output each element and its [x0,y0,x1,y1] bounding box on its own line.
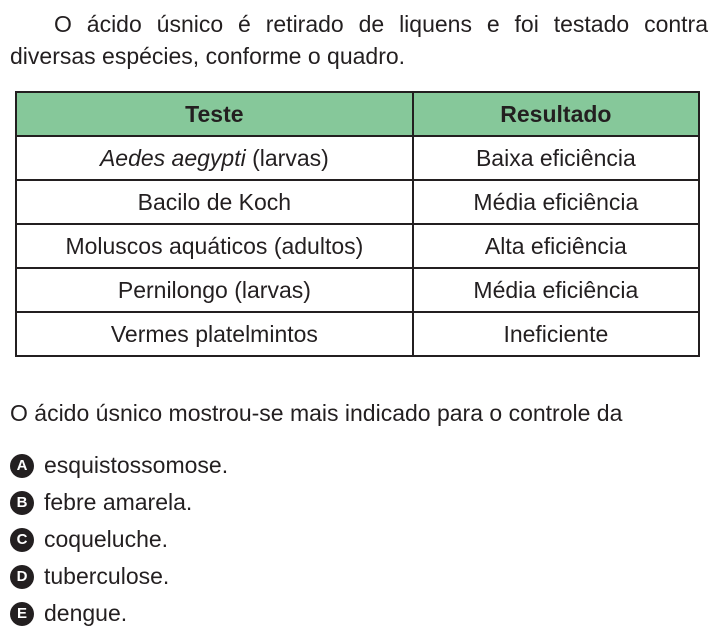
table-row [16,180,699,224]
result-cell: Ineficiente [413,312,699,356]
result-cell: Média eficiência [413,268,699,312]
table-row [16,224,699,268]
table-row [16,268,699,312]
option-letter-badge: B [10,491,34,515]
answer-options [10,447,228,632]
intro-text: O ácido úsnico é retirado de liquens e foi testado contra diversas espécies, conforme o quadro. [10,11,708,69]
option-b[interactable] [10,484,228,521]
test-cell [16,224,413,268]
option-letter-badge: C [10,528,34,552]
option-e[interactable] [10,595,228,632]
result-cell: Alta eficiência [413,224,699,268]
test-cell [16,180,413,224]
table-header-row [16,92,699,136]
test-cell-italic: Aedes aegypti [99,144,246,171]
question-stem: O ácido úsnico mostrou-se mais indicado para o controle da [10,400,623,426]
option-d[interactable] [10,558,228,595]
header-teste: Teste [16,92,413,136]
test-cell-text: Vermes platelmintos [110,320,318,347]
option-text: esquistossomose. [44,452,229,478]
option-c[interactable] [10,521,228,558]
table-row [16,136,699,180]
test-cell-text: Bacilo de Koch [137,188,292,215]
intro-paragraph [10,8,708,72]
option-letter-badge: A [10,454,34,478]
result-cell: Baixa eficiência [413,136,699,180]
option-a[interactable] [10,447,228,484]
test-cell-text: Pernilongo (larvas) [117,276,311,303]
option-letter-badge: D [10,565,34,589]
option-text: febre amarela. [44,489,193,515]
test-cell-text: (larvas) [245,144,329,171]
table-row [16,312,699,356]
results-table [15,91,700,357]
test-cell-text: Moluscos aquáticos (adultos) [65,232,364,259]
option-text: coqueluche. [44,526,169,552]
test-cell [16,312,413,356]
test-cell [16,136,413,180]
result-cell: Média eficiência [413,180,699,224]
test-cell [16,268,413,312]
option-text: tuberculose. [44,563,170,589]
header-resultado: Resultado [413,92,699,136]
option-letter-badge: E [10,602,34,626]
option-text: dengue. [44,600,128,626]
